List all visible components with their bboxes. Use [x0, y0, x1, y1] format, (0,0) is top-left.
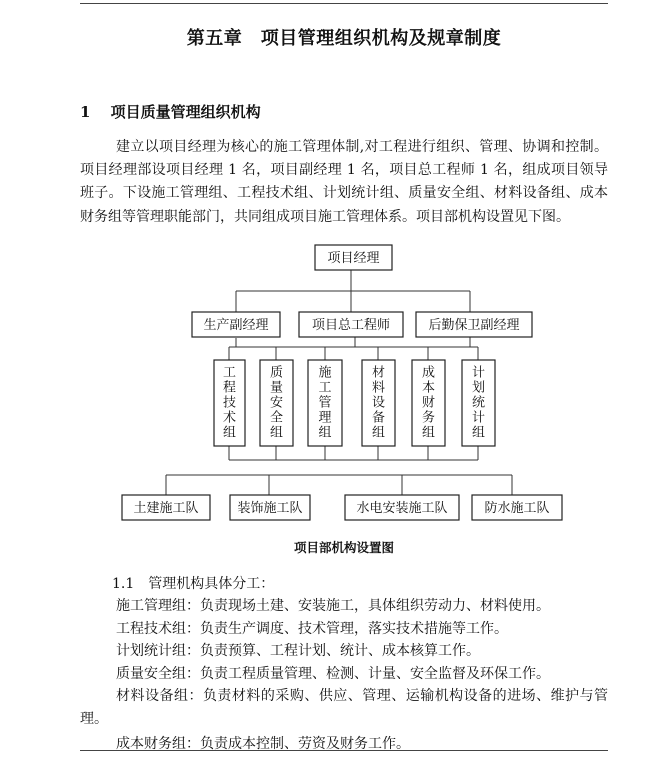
org-team-mep: [345, 495, 459, 520]
org-group-label: 质量安全组: [269, 365, 284, 441]
org-team-label: 防水施工队: [484, 501, 550, 516]
duty-text: 负责现场土建、安装施工，具体组织劳动力、材料使用。: [200, 598, 550, 614]
duty-item: 成本财务组：负责成本控制、劳资及财务工作。: [116, 736, 410, 752]
org-team-decoration: [230, 495, 310, 520]
org-team-label: 装饰施工队: [237, 501, 303, 516]
duty-name: 质量安全组: [116, 665, 186, 682]
duty-item: 工程技术组：负责生产调度、技术管理，落实技术措施等工作。: [116, 620, 508, 637]
org-team-label: 水电安装施工队: [356, 501, 448, 516]
org-group-cost-finance: [412, 360, 445, 446]
org-group-label: 成本财务组: [421, 365, 436, 441]
org-group-construction-mgmt: [308, 360, 342, 446]
duty-item: 材料设备组：负责材料的采购、供应、管理、运输机构设备的进场、维护与管理。: [80, 688, 609, 727]
org-group-engineering-tech: [214, 360, 245, 446]
duty-item: 施工管理组：负责现场土建、安装施工，具体组织劳动力、材料使用。: [116, 598, 550, 614]
org-node-production-deputy: [192, 312, 280, 337]
duty-text: 负责材料的采购、供应、管理、运输机构设备的进场、维护与管理。: [80, 688, 609, 727]
org-node-label: 后勤保卫副经理: [428, 318, 520, 333]
duty-name: 施工管理组: [116, 598, 186, 614]
org-group-materials-equipment: [362, 360, 395, 446]
duty-name: 计划统计组: [116, 643, 186, 659]
org-group-planning-statistics: [462, 360, 495, 446]
duty-text: 负责生产调度、技术管理，落实技术措施等工作。: [200, 620, 508, 637]
section-title: 项目质量管理组织机构: [110, 103, 261, 121]
section-number: 1: [80, 103, 91, 121]
org-group-label: 计划统计组: [471, 365, 486, 441]
subsection-number: 1.1: [112, 576, 135, 592]
org-team-civil: [122, 495, 210, 520]
org-node-label: 项目经理: [327, 251, 380, 266]
duty-name: 材料设备组: [116, 688, 189, 704]
chart-caption: 项目部机构设置图: [293, 540, 394, 555]
subsection-title: 管理机构具体分工：: [148, 576, 275, 592]
org-node-label: 项目总工程师: [311, 318, 391, 333]
org-node-project-manager: [315, 245, 392, 270]
org-node-logistics-deputy: [416, 312, 532, 337]
org-team-waterproofing: [472, 495, 562, 520]
subsection-heading: [112, 573, 274, 593]
org-group-label: 材料设备组: [371, 365, 386, 441]
duty-text: 负责成本控制、劳资及财务工作。: [200, 736, 410, 752]
org-team-label: 土建施工队: [133, 501, 199, 516]
duty-text: 负责预算、工程计划、统计、成本核算工作。: [200, 643, 480, 659]
duty-item: 质量安全组：负责工程质量管理、检测、计量、安全监督及环保工作。: [116, 665, 550, 682]
org-node-label: 生产副经理: [203, 318, 269, 333]
duty-text: 负责工程质量管理、检测、计量、安全监督及环保工作。: [200, 665, 550, 682]
duty-name: 工程技术组: [116, 620, 186, 637]
org-group-label: 施工管理组: [318, 365, 332, 441]
org-group-label: 工程技术组: [222, 365, 237, 441]
org-node-chief-engineer: [299, 312, 403, 337]
duty-name: 成本财务组: [116, 736, 186, 752]
duty-item: 计划统计组：负责预算、工程计划、统计、成本核算工作。: [116, 643, 480, 659]
duty-list: [80, 595, 608, 756]
footer-rule: [80, 750, 608, 751]
intro-paragraph: 建立以项目经理为核心的施工管理体制,对工程进行组织、管理、协调和控制。项目经理部设项目经理 1 名，项目副经理 1 名，项目总工程师 1 名，组成项目领导班子。下设施工管理组、工程技术组、计划统计组、质量安全组、材料设备组、成本财务组等管理职能部门，共同组成项目施工管理体系。项目部机构设置见下图。: [80, 139, 608, 225]
org-group-quality-safety: [260, 360, 293, 446]
chapter-title: 第五章 项目管理组织机构及规章制度: [186, 28, 502, 49]
